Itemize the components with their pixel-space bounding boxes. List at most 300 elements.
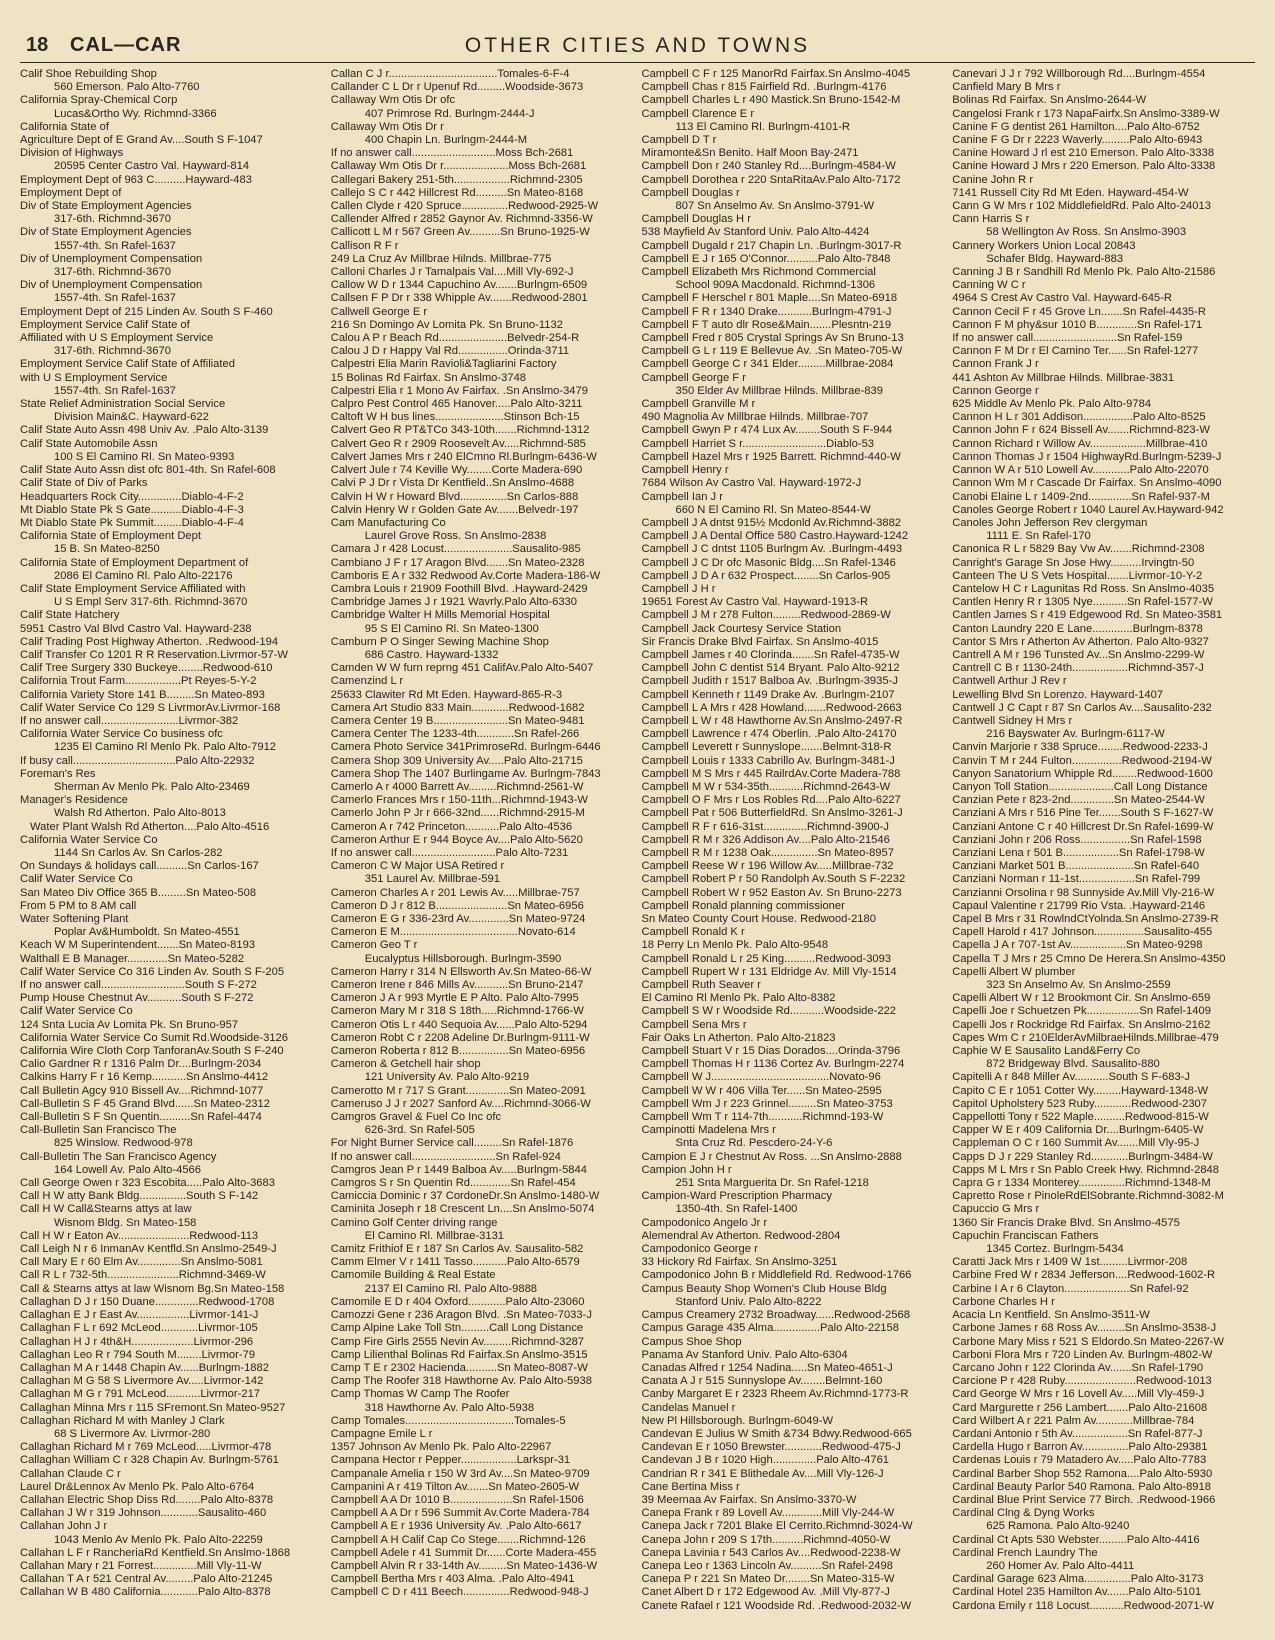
listing-entry: 2137 El Camino Rl. Palo Alto-9888 — [364, 1282, 538, 1295]
listing-entry: Foreman's Res — [20, 767, 96, 780]
listing-entry: Callison R F r — [330, 239, 399, 252]
listing-entry: 100 S El Camino Rl. Sn Mateo-9393 — [54, 450, 235, 463]
listing-entry: Canzianni Orsolina r 98 Sunnyside Av.Mill Vly-216-W — [952, 886, 1215, 899]
listing-entry: Call Bulletin Agcy 910 Bissell Av....Richmnd-1077 — [20, 1084, 264, 1097]
listing-entry: Campbell Kenneth r 1149 Drake Av. .Burlngm-2107 — [641, 688, 895, 701]
listing-entry: 216 Bayswater Av. Burlngm-6117-W — [986, 728, 1165, 741]
listing-entry: Campodonico Angelo Jr r — [641, 1216, 768, 1229]
listing-entry: Callan C J r...................................Tomales-6-F-4 — [330, 68, 570, 80]
listing-entry: Employment Service Calif State of — [20, 318, 190, 331]
listing-entry: California Water Service Co Sumit Rd.Woodside-3126 — [20, 1031, 288, 1044]
listing-entry: Snta Cruz Rd. Pescdero-24-Y-6 — [675, 1137, 833, 1150]
listing-entry: Div of State Employment Agencies — [20, 226, 192, 239]
listing-entry: Campbell Ruth Seaver r — [641, 979, 761, 992]
listing-entry: 1360 Sir Francis Drake Blvd. Sn Anslmo-4575 — [952, 1216, 1180, 1229]
listing-entry: Canobi Elaine L r 1409-2nd..............Sn Rafel-937-M — [952, 490, 1210, 503]
listing-entry: Capaul Valentine r 21799 Rio Vsta. .Hayward-2146 — [952, 899, 1206, 912]
listing-entry: Campbell Alvin R r 33-14th Av.........Sn Mateo-1436-W — [330, 1559, 598, 1572]
listing-entry: Canine John R r — [952, 173, 1034, 186]
listing-entry: Campbell Henry r — [641, 464, 729, 477]
listing-entry: U S Empl Serv 317-6th. Richmnd-3670 — [54, 596, 248, 609]
listing-entry: 872 Bridgeway Blvd. Sausalito-880 — [986, 1058, 1160, 1071]
listing-entry: Calloni Charles J r Tamalpais Val....Mill Vly-692-J — [330, 266, 574, 279]
listing-entry: Campbell George C r 341 Elder.........Millbrae-2084 — [641, 358, 894, 371]
listing-entry: Campana Hector r Pepper..................Larkspr-31 — [330, 1454, 571, 1467]
listing-entry: Call-Bulletin The San Francisco Agency — [20, 1150, 217, 1163]
listing-entry: Sherman Av Menlo Pk. Palo Alto-23469 — [54, 780, 250, 793]
listing-entry: 121 University Av. Palo Alto-9219 — [364, 1071, 530, 1084]
listing-entry: Campbell Lawrence r 474 Oberlin. .Palo Alto-24170 — [641, 728, 897, 741]
listing-entry: Mt Diablo State Pk S Gate..........Diablo-4-F-3 — [20, 503, 244, 516]
listing-entry: Mt Diablo State Pk Summit.........Diablo-4-F-4 — [20, 516, 244, 529]
listing-entry: Canoles John Jefferson Rev clergyman — [952, 516, 1148, 529]
listing-entry: 1557-4th. Sn Rafel-1637 — [54, 292, 176, 305]
listing-entry: Campanale Amelia r 150 W 3rd Av....Sn Mateo-9709 — [330, 1467, 590, 1480]
listing-entry: Campbell J C Dr ofc Masonic Bldg....Sn Rafel-1346 — [641, 556, 896, 569]
listing-entry: Camino Golf Center driving range — [330, 1216, 498, 1229]
listing-entry: Cambridge James J r 1921 Wavrly.Palo Alto-6330 — [330, 596, 577, 609]
listing-entry: Stanford Univ. Palo Alto-8222 — [675, 1295, 822, 1308]
listing-entry: Employment Dept of 215 Linden Av. South S F-460 — [20, 305, 273, 318]
listing-entry: Candevan E r 1050 Brewster............Redwood-475-J — [641, 1441, 901, 1454]
listing-entry: From 5 PM to 8 AM call — [20, 899, 137, 912]
listing-entry: Capretto Rose r PinoleRdElSobrante.Richmnd-3082-M — [952, 1190, 1224, 1203]
listing-entry: Campbell Robert P r 50 Randolph Av.South S F-2232 — [641, 873, 906, 886]
listing-entry: Camerlo Frances Mrs r 150-11th...Richmnd-1943-W — [330, 794, 588, 807]
listing-entry: Camozzi Gene r 236 Aragon Blvd. .Sn Mateo-7033-J — [330, 1309, 592, 1322]
listing-entry: Canziani Market 501 B......................Sn Rafel-640 — [952, 860, 1200, 873]
listing-entry: Calif State Auto Assn 498 Univ Av. .Palo Alto-3139 — [20, 424, 269, 437]
listing-entry: Campbell S W r Woodside Rd...........Woodside-222 — [641, 1005, 897, 1018]
listing-entry: Schafer Bldg. Hayward-883 — [986, 252, 1124, 265]
listing-entry: Camboris E A r 332 Redwood Av.Corte Madera-186-W — [330, 569, 601, 582]
listing-entry: Campbell J M r 278 Fulton.........Redwood-2869-W — [641, 609, 891, 622]
listing-entry: Callaghan Minna Mrs r 115 SFremont.Sn Mateo-9527 — [20, 1401, 286, 1414]
listing-entry: 626-3rd. Sn Rafel-505 — [364, 1124, 475, 1137]
listing-entry: Laurel Dr&Lennox Av Menlo Pk. Palo Alto-6764 — [20, 1480, 255, 1493]
listing-entry: Div of State Employment Agencies — [20, 200, 192, 213]
listing-entry: Calio Gardner R r 1316 Palm Dr....Burlngm-2034 — [20, 1058, 262, 1071]
listing-entry: Callahan W B 480 California............Palo Alto-8378 — [20, 1586, 271, 1599]
listing-entry: 124 Snta Lucia Av Lomita Pk. Sn Bruno-957 — [20, 1018, 239, 1031]
listing-entry: Calif Water Service Co 316 Linden Av. South S F-205 — [20, 965, 285, 978]
listing-entry: Cardinal French Laundry The — [952, 1546, 1098, 1559]
listing-entry: Camp Thomas W Camp The Roofer — [330, 1388, 510, 1401]
listing-entry: Cam Manufacturing Co — [330, 516, 446, 529]
listing-entry: Cameron Harry r 314 N Ellsworth Av.Sn Mateo-66-W — [330, 965, 592, 978]
listing-entry: with U S Employment Service — [20, 371, 168, 384]
listing-entry: 58 Wellington Av Ross. Sn Anslmo-3903 — [986, 226, 1187, 239]
page-number: 18 — [26, 34, 49, 56]
listing-entry: Camomile E D r 404 Oxford............Palo Alto-23060 — [330, 1295, 585, 1308]
listing-entry: Campbell Wm J r 223 Grinnel.........Sn Mateo-3753 — [641, 1097, 893, 1110]
listing-entry: Canziani Norman r 11-1st..................Sn Rafel-799 — [952, 873, 1201, 886]
listing-entry: 251 Snta Marguerita Dr. Sn Rafel-1218 — [675, 1177, 869, 1190]
listing-entry: Capitol Upholstery 523 Ruby............Redwood-2307 — [952, 1097, 1208, 1110]
listing-entry: Campbell Fred r 805 Crystal Springs Av Sn Bruno-13 — [641, 332, 904, 345]
listing-entry: Cannon F M phy&sur 1010 B.............Sn Rafel-171 — [952, 318, 1203, 331]
listing-entry: Callahan J W r 319 Johnson............Sausalito-460 — [20, 1507, 267, 1520]
listing-entry: Callsen F P Dr r 338 Whipple Av.......Redwood-2801 — [330, 292, 588, 305]
listing-entry: Campbell John C dentist 514 Bryant. Palo Alto-9212 — [641, 662, 900, 675]
listing-entry: Callahan Mary r 21 Forrest..............Mill Vly-11-W — [20, 1559, 262, 1572]
listing-entry: Canepa Lavinia r 543 Carlos Av....Redwood-2238-W — [641, 1546, 901, 1559]
listing-entry: Panama Av Stanford Univ. Palo Alto-6304 — [641, 1348, 848, 1361]
listing-entry: Camp Alpine Lake Toll Stn.........Call Long Distance — [330, 1322, 584, 1335]
listing-entry: 825 Winslow. Redwood-978 — [54, 1137, 193, 1150]
listing-entry: Cantelow H C r Lagunitas Rd Ross. Sn Anslmo-4035 — [952, 582, 1215, 595]
listing-entry: California Trout Farm..................Pt Reyes-5-Y-2 — [20, 675, 257, 688]
listing-entry: Miramonte&Sn Benito. Half Moon Bay-2471 — [641, 147, 859, 160]
listing-entry: Callow W D r 1344 Capuchino Av.......Burlngm-6509 — [330, 279, 588, 292]
listing-entry: Callaghan Leo R r 794 South M........Livrmor-79 — [20, 1348, 256, 1361]
listing-entry: Callaghan M G 58 S Livermore Av.....Livrmor-142 — [20, 1375, 264, 1388]
listing-entry: Callegari Bakery 251-5th..................Richmnd-2305 — [330, 173, 583, 186]
listing-entry: Canteen The U S Vets Hospital.......Livrmor-10-Y-2 — [952, 569, 1203, 582]
listing-entry: 625 Middle Av Menlo Pk. Palo Alto-9784 — [952, 398, 1152, 411]
listing-entry: Campbell Judith r 1517 Balboa Av. .Burlngm-3935-J — [641, 675, 898, 688]
listing-entry: 490 Magnolia Av Millbrae Hilnds. Millbrae-707 — [641, 411, 869, 424]
listing-entry: 317-6th. Richmnd-3670 — [54, 345, 171, 358]
listing-entry: Canzian Pete r 823-2nd..............Sn Mateo-2544-W — [952, 794, 1205, 807]
listing-entry: Campbell J D A r 632 Prospect........Sn Carlos-905 — [641, 569, 891, 582]
listing-entry: Call Leigh N r 6 InmanAv Kentfld.Sn Anslmo-2549-J — [20, 1243, 277, 1256]
listing-entry: Cameron C W Major USA Retired r — [330, 860, 505, 873]
listing-entry: Camerotto M r 717 S Grant..............Sn Mateo-2091 — [330, 1084, 586, 1097]
listing-entry: Div of Unemployment Compensation — [20, 252, 203, 265]
listing-entry: Sir Francis Drake Blvd Fairfax. Sn Anslmo-4015 — [641, 635, 879, 648]
listing-entry: Walthall E B Manager.............Sn Mateo-5282 — [20, 952, 245, 965]
listing-entry: Caphie W E Sausalito Land&Ferry Co — [952, 1045, 1141, 1058]
listing-entry: 5951 Castro Val Blvd Castro Val. Hayward-238 — [20, 622, 252, 635]
listing-entry: School 909A Macdonald. Richmnd-1306 — [675, 279, 876, 292]
listing-entry: 407 Primrose Rd. Burlngm-2444-J — [364, 107, 535, 120]
listing-entry: Camgros Gravel & Fuel Co Inc ofc — [330, 1111, 502, 1124]
listing-entry: 560 Emerson. Palo Alto-7760 — [54, 81, 200, 94]
listing-entry: For Night Burner Service call.........Sn Rafel-1876 — [330, 1137, 574, 1150]
listing-entry: Cantrell A M r 196 Tunsted Av...Sn Anslmo-2299-W — [952, 648, 1205, 661]
listing-entry: Callaway Wm Otis Dr r.....................Moss Bch-2681 — [330, 160, 587, 173]
listing-entry: Canine Howard J Mrs r 220 Emerson. Palo Alto-3338 — [952, 160, 1216, 173]
listing-entry: 1345 Cortez. Burlngm-5434 — [986, 1243, 1124, 1256]
listing-entry: Canepa Leo r 1363 Lincoln Av..........Sn Rafel-2498 — [641, 1559, 893, 1572]
listing-entry: Capelli Albert W plumber — [952, 965, 1076, 978]
listing-entry: Call H W Call&Stearns attys at law — [20, 1203, 192, 1216]
listing-entry: Calif Trading Post Highway Atherton. .Redwood-194 — [20, 635, 279, 648]
column-4 — [952, 68, 1255, 1633]
listing-entry: Camp Fire Girls 2555 Nevin Av.........Richmnd-3287 — [330, 1335, 585, 1348]
listing-entry: Calif Tree Surgery 330 Buckeye........Redwood-610 — [20, 662, 273, 675]
listing-entry: Cameron D J r 812 B.......................Sn Mateo-6956 — [330, 899, 584, 912]
listing-entry: Calvert Geo R PT&TCo 343-10th.......Richmnd-1312 — [330, 424, 590, 437]
column-1 — [20, 68, 323, 1633]
listing-entry: Campion E J r Chestnut Av Ross. ...Sn Anslmo-2888 — [641, 1150, 902, 1163]
listing-entry: Calpestri Elia Marin Ravioli&Tagliarini Factory — [330, 358, 557, 371]
listing-entry: Callahan Electric Shop Diss Rd........Palo Alto-8378 — [20, 1493, 274, 1506]
listing-entry: Water Softening Plant — [20, 913, 129, 925]
listing-entry: California Water Service Co — [20, 833, 158, 846]
listing-entry: 1350-4th. Sn Rafel-1400 — [675, 1203, 798, 1216]
listing-entry: 33 Hickory Rd Fairfax. Sn Anslmo-3251 — [641, 1256, 838, 1269]
listing-entry: Campbell Hazel Mrs r 1925 Barrett. Richmnd-440-W — [641, 450, 901, 463]
listing-entry: Cardinal Blue Print Service 77 Birch. .Redwood-1966 — [952, 1493, 1216, 1506]
listing-entry: Canepa Frank r 89 Lovell Av.............Mill Vly-244-W — [641, 1507, 895, 1520]
listing-entry: Campodonico John B r Middlefield Rd. Redwood-1766 — [641, 1269, 912, 1282]
listing-entry: 15 B. Sn Mateo-8250 — [54, 543, 160, 556]
listing-entry: 1557-4th. Sn Rafel-1637 — [54, 384, 176, 397]
listing-entry: Canby Margaret E r 2323 Rheem Av.Richmnd-1773-R — [641, 1388, 909, 1401]
listing-entry: Cameron Irene r 846 Mills Av...........Sn Bruno-2147 — [330, 979, 584, 992]
listing-entry: Campbell Bertha Mrs r 403 Alma. .Palo Alto-4941 — [330, 1573, 575, 1586]
listing-entry: Cameron Otis L r 440 Sequoia Av......Palo Alto-5294 — [330, 1018, 588, 1031]
listing-entry: Canyon Sanatorium Whipple Rd........Redwood-1600 — [952, 767, 1213, 780]
listing-entry: Campbell Pat r 506 ButterfieldRd. Sn Anslmo-3261-J — [641, 807, 903, 820]
listing-entry: Cannery Workers Union Local 20843 — [952, 239, 1136, 252]
listing-entry: Camp T E r 2302 Hacienda..........Sn Mateo-8087-W — [330, 1361, 588, 1374]
listing-entry: 216 Sn Domingo Av Lomita Pk. Sn Bruno-1132 — [330, 318, 563, 331]
listing-entry: Campbell Ronald K r — [641, 926, 745, 939]
listing-entry: Candelas Manuel r — [641, 1401, 736, 1414]
listing-entry: California Spray-Chemical Corp — [20, 94, 178, 107]
listing-entry: 18 Perry Ln Menlo Pk. Palo Alto-9548 — [641, 939, 829, 952]
listing-entry: Callaghan M A r 1448 Chapin Av......Burlngm-1882 — [20, 1361, 269, 1374]
listing-entry: Cardinal Garage 623 Alma...............Palo Alto-3173 — [952, 1573, 1204, 1586]
listing-entry: 323 Sn Anselmo Av. Sn Anslmo-2559 — [986, 979, 1171, 992]
listing-entry: Camerlo A r 4000 Barrett Av.........Richmnd-2561-W — [330, 780, 584, 793]
listing-entry: If no answer call...........................Palo Alto-7231 — [330, 846, 569, 859]
listing-entry: Camgros S r Sn Quentin Rd.............Sn Rafel-454 — [330, 1177, 576, 1190]
listing-entry: Campbell Douglas H r — [641, 213, 751, 226]
listing-entry: Calif Shoe Rebuilding Shop — [20, 68, 157, 80]
listing-entry: Campus Garage 435 Alma...............Palo Alto-22158 — [641, 1322, 899, 1335]
listing-entry: Canine Howard J rl est 210 Emerson. Palo Alto-3338 — [952, 147, 1215, 160]
section-label: CAL—CAR — [70, 34, 182, 56]
listing-entry: 7684 Wilson Av Castro Val. Hayward-1972-J — [641, 477, 862, 490]
listing-entry: Walsh Rd Atherton. Palo Alto-8013 — [54, 807, 226, 820]
listing-entry: Cantwell Arthur J Rev r — [952, 675, 1067, 688]
listing-entry: Campbell Jack Courtesy Service Station — [641, 622, 842, 635]
listing-entry: California Wire Cloth Corp TanforanAv.South S F-240 — [20, 1045, 284, 1058]
listing-entry: Cameron Roberta r 812 B................Sn Mateo-6956 — [330, 1045, 586, 1058]
listing-entry: Calif Water Service Co — [20, 873, 133, 886]
listing-entry: Call-Bulletin San Francisco The — [20, 1124, 177, 1137]
listing-entry: 538 Mayfield Av Stanford Univ. Palo Alto-4424 — [641, 226, 870, 239]
listing-entry: 351 Laurel Av. Millbrae-591 — [364, 873, 500, 886]
listing-entry: Canvin T M r 244 Fulton................Redwood-2194-W — [952, 754, 1212, 767]
listing-entry: Employment Dept of 963 C..........Hayward-483 — [20, 173, 252, 186]
page-title: OTHER CITIES AND TOWNS — [464, 34, 811, 57]
listing-entry: Carbine Fred W r 2834 Jefferson....Redwood-1602-R — [952, 1269, 1216, 1282]
listing-entry: Card George W Mrs r 16 Lovell Av.....Mill Vly-459-J — [952, 1388, 1205, 1401]
listing-entry: Cameron E M......................................Novato-614 — [330, 926, 576, 939]
listing-entry: Alemendral Av Atherton. Redwood-2804 — [641, 1229, 841, 1242]
listing-entry: Campbell A H Calif Cap Co Stege.......Richmnd-126 — [330, 1533, 586, 1546]
listing-entry: Campbell R F r 616-31st..............Richmnd-3900-J — [641, 820, 889, 833]
listing-entry: Calif State Hatchery — [20, 609, 120, 622]
listing-entry: 19651 Forest Av Castro Val. Hayward-1913-R — [641, 596, 869, 609]
listing-entry: Campbell Adele r 41 Summit Dr......Corte Madera-455 — [330, 1546, 597, 1559]
listing-entry: Div of Unemployment Compensation — [20, 279, 203, 292]
listing-entry: Acacia Ln Kentfield. Sn Anslmo-3511-W — [952, 1309, 1150, 1322]
listing-entry: Canet Albert D r 172 Edgewood Av. .Mill Vly-877-J — [641, 1586, 890, 1599]
listing-entry: Calvin Henry W r Golden Gate Av.......Belvedr-197 — [330, 503, 579, 516]
listing-entry: 164 Lowell Av. Palo Alto-4566 — [54, 1163, 201, 1176]
listing-entry: Callwell George E r — [330, 305, 428, 318]
listing-entry: Campbell F Herschel r 801 Maple....Sn Mateo-6918 — [641, 292, 898, 305]
listing-entry: If no answer call.........................Livrmor-382 — [20, 714, 239, 727]
listing-entry: Canepa John r 209 S 17th..........Richmnd-4050-W — [641, 1533, 891, 1546]
listing-entry: 317-6th. Richmnd-3670 — [54, 213, 171, 226]
listing-entry: Campus Beauty Shop Women's Club House Bldg — [641, 1282, 887, 1295]
listing-entry: Canyon Toll Station.....................Call Long Distance — [952, 780, 1208, 793]
listing-entry: Campbell C D r 411 Beech...............Redwood-948-J — [330, 1586, 589, 1599]
listing-entry: Cambiano J F r 17 Aragon Blvd.......Sn Mateo-2328 — [330, 556, 585, 569]
listing-entry: Calif State Automobile Assn — [20, 437, 158, 450]
listing-entry: Capella T J Mrs r 25 Cmno De Herera.Sn Anslmo-4350 — [952, 952, 1226, 965]
listing-entry: Campbell Ian J r — [641, 490, 723, 503]
listing-entry: Manager's Residence — [20, 794, 128, 807]
listing-entry: Canoles George Robert r 1040 Laurel Av.Hayward-942 — [952, 503, 1224, 516]
listing-entry: Campbell Clarence E r — [641, 107, 755, 120]
listing-entry: Campbell A E r 1936 University Av. .Palo Alto-6617 — [330, 1520, 582, 1533]
listing-entry: Callaway Wm Otis Dr r — [330, 120, 444, 133]
listing-entry: 1144 Sn Carlos Av. Sn Carlos-282 — [54, 846, 223, 859]
listing-entry: Calvert Jule r 74 Keville Wy........Corte Madera-690 — [330, 464, 583, 477]
listing-entry: Canziani John r 206 Ross................Sn Rafel-1598 — [952, 833, 1202, 846]
listing-entry: Campbell Louis r 1333 Cabrillo Av. Burlngm-3481-J — [641, 754, 895, 767]
listing-entry: Canadas Alfred r 1254 Nadina.....Sn Mateo-4651-J — [641, 1361, 893, 1374]
listing-entry: Campbell Robert W r 952 Easton Av. Sn Bruno-2273 — [641, 886, 902, 899]
listing-entry: Campbell M S Mrs r 445 RailrdAv.Corte Madera-788 — [641, 767, 901, 780]
listing-entry: 318 Hawthorne Av. Palo Alto-5938 — [364, 1401, 535, 1414]
listing-entry: Camitz Frithiof E r 187 Sn Carlos Av. Sausalito-582 — [330, 1243, 584, 1256]
listing-entry: Cameron Charles A r 201 Lewis Av.....Millbrae-757 — [330, 886, 580, 899]
listing-entry: Camara J r 428 Locust......................Sausalito-985 — [330, 543, 581, 556]
listing-entry: If busy call.................................Palo Alto-22932 — [20, 754, 255, 767]
listing-entry: Card Margurette r 256 Lambert.......Palo Alto-21608 — [952, 1401, 1208, 1414]
listing-entry: 68 S Livermore Av. Livrmor-280 — [54, 1427, 211, 1440]
listing-entry: Canning W C r — [952, 279, 1026, 292]
listing-entry: 625 Ramona. Palo Alto-9240 — [986, 1520, 1130, 1533]
listing-entry: Cannon Frank J r — [952, 358, 1039, 371]
listing-entry: Campbell Stuart V r 15 Dias Dorados....Orinda-3796 — [641, 1045, 901, 1058]
listing-entry: Campus Shoe Shop — [641, 1335, 742, 1348]
listing-entry: Camp The Roofer 318 Hawthorne Av. Palo Alto-5938 — [330, 1375, 592, 1388]
listing-entry: 686 Castro. Hayward-1332 — [364, 648, 499, 661]
listing-entry: New Pl Hillsborough. Burlngm-6049-W — [641, 1414, 834, 1427]
listing-entry: Canata A J r 515 Sunnyslope Av........Belmnt-160 — [641, 1375, 883, 1388]
listing-entry: Calif Transfer Co 1201 R R Reservation.Livrmor-57-W — [20, 648, 288, 661]
listing-entry: 2086 El Camino Rl. Palo Alto-22176 — [54, 569, 233, 582]
listing-entry: Capelli Albert W r 12 Brookmont Cir. Sn Anslmo-659 — [952, 992, 1211, 1005]
listing-entry: Campbell A A Dr r 596 Summit Av.Corte Madera-784 — [330, 1507, 590, 1520]
listing-entry: Cambra Louis r 21909 Foothill Blvd. .Hayward-2429 — [330, 582, 588, 595]
column-2 — [331, 68, 634, 1633]
listing-entry: Lewelling Blvd Sn Lorenzo. Hayward-1407 — [952, 688, 1164, 701]
listing-entry: Eucalyptus Hillsborough. Burlngm-3590 — [364, 952, 562, 965]
listing-entry: Campbell L A Mrs r 428 Howland.......Redwood-2663 — [641, 701, 902, 714]
listing-entry: Cannon Wm M r Cascade Dr Fairfax. Sn Anslmo-4090 — [952, 477, 1222, 490]
listing-entry: Capra G r 1334 Monterey...............Richmnd-1348-M — [952, 1177, 1211, 1190]
listing-entry: Cardinal Beauty Parlor 540 Ramona. Palo Alto-8918 — [952, 1480, 1211, 1493]
listing-entry: Camp Tomales...................................Tomales-5 — [330, 1414, 566, 1427]
listing-entry: Calvi P J Dr r Vista Dr Kentfield..Sn Anslmo-4688 — [330, 477, 575, 490]
listing-entry: Camera Shop The 1407 Burlingame Av. Burlngm-7843 — [330, 767, 601, 780]
listing-entry: Canright's Garage Sn Jose Hwy..........Irvingtn-50 — [952, 556, 1195, 569]
listing-entry: 95 S El Camino Rl. Sn Mateo-1300 — [364, 622, 539, 635]
listing-entry: Callahan Claude C r — [20, 1467, 121, 1480]
listing-entry: 1235 El Camino Rl Menlo Pk. Palo Alto-7912 — [54, 741, 277, 754]
listing-entry: 1557-4th. Sn Rafel-1637 — [54, 239, 176, 252]
listing-entry: Capes Wm C r 210ElderAvMilbraeHilnds.Millbrae-479 — [952, 1031, 1219, 1044]
listing-entry: Cameron E G r 336-23rd Av.............Sn Mateo-9724 — [330, 913, 586, 925]
listing-entry: Callander C L Dr r Upenuf Rd.........Woodside-3673 — [330, 81, 584, 94]
listing-entry: Candevan J B r 1020 High..............Palo Alto-4761 — [641, 1454, 890, 1467]
listing-entry: Cameron Geo T r — [330, 939, 418, 952]
listing-entry: Lucas&Ortho Wy. Richmnd-3366 — [54, 107, 217, 120]
listing-entry: Campagne Emile L r — [330, 1427, 433, 1440]
listing-entry: Capell Harold r 417 Johnson................Sausalito-455 — [952, 926, 1213, 939]
listing-entry: Campbell F R r 1340 Drake...........Burlngm-4791-J — [641, 305, 892, 318]
listing-entry: Poplar Av&Humboldt. Sn Mateo-4551 — [54, 926, 240, 939]
listing-entry: Canete Rafael r 121 Woodside Rd. .Redwood-2032-W — [641, 1599, 912, 1612]
listing-entry: 15 Bolinas Rd Fairfax. Sn Anslmo-3748 — [330, 371, 527, 384]
listing-entry: Campbell Charles L r 490 Mastick.Sn Bruno-1542-M — [641, 94, 901, 107]
listing-entry: Carcano John r 122 Clorinda Av.......Sn Rafel-1790 — [952, 1361, 1204, 1374]
listing-entry: California State of Employment Department of — [20, 556, 249, 569]
listing-entry: Callaghan Richard M r 769 McLeod.....Livrmor-478 — [20, 1441, 272, 1454]
listing-entry: Callaghan E J r East Av.................Livrmor-141-J — [20, 1309, 259, 1322]
listing-entry: Cardinal Barber Shop 552 Ramona....Palo Alto-5930 — [952, 1467, 1213, 1480]
listing-entry: Calpro Pest Control 465 Hanover.....Palo Alto-3211 — [330, 398, 583, 411]
listing-entry: Campbell Dugald r 217 Chapin Ln. .Burlngm-3017-R — [641, 239, 902, 252]
listing-entry: Cantwell Sidney H Mrs r — [952, 714, 1073, 727]
listing-entry: Cannon John F r 624 Bissell Av.......Richmnd-823-W — [952, 424, 1210, 437]
listing-entry: El Camino Rl Menlo Pk. Palo Alto-8382 — [641, 992, 836, 1005]
listing-entry: Callaghan D J r 150 Duane..............Redwood-1708 — [20, 1295, 275, 1308]
listing-entry: 317-6th. Richmnd-3670 — [54, 266, 171, 279]
listing-entry: Camden W W furn reprng 451 CalifAv.Palo Alto-5407 — [330, 662, 594, 675]
listing-entry: Sn Mateo County Court House. Redwood-2180 — [641, 913, 876, 925]
listing-entry: If no answer call...........................Moss Bch-2681 — [330, 147, 574, 160]
listing-entry: Campbell Ronald L r 25 King..........Redwood-3093 — [641, 952, 892, 965]
listing-entry: Capps M L Mrs r Sn Pablo Creek Hwy. Richmnd-2848 — [952, 1163, 1219, 1176]
listing-entry: Campbell J A Dental Office 580 Castro.Hayward-1242 — [641, 530, 909, 543]
listing-entry: Carbone James r 68 Ross Av.........Sn Anslmo-3538-J — [952, 1322, 1217, 1335]
listing-entry: Employment Service Calif State of Affiliated — [20, 358, 235, 371]
listing-entry: Cannon Thomas J r 1504 HighwayRd.Burlngm-5239-J — [952, 450, 1222, 463]
listing-entry: Campbell J C dntst 1105 Burlngm Av. .Burlngm-4493 — [641, 543, 903, 556]
listing-entry: Cann G W Mrs r 102 MiddlefieldRd. Palo Alto-24013 — [952, 200, 1211, 213]
listing-entry: Canning J B r Sandhill Rd Menlo Pk. Palo Alto-21586 — [952, 266, 1216, 279]
listing-entry: Cameron Mary M r 318 S 18th.....Richmnd-1766-W — [330, 1005, 584, 1018]
listing-entry: Water Plant Walsh Rd Atherton....Palo Alto-4516 — [30, 820, 270, 833]
listing-entry: Callaghan F L r 692 McLeod............Livrmor-105 — [20, 1322, 258, 1335]
listing-entry: Division of Highways — [20, 147, 124, 160]
listing-entry: Camera Photo Service 341PrimroseRd. Burlngm-6446 — [330, 741, 601, 754]
listing-entry: California State of Employment Dept — [20, 530, 201, 543]
page-header — [20, 34, 1255, 63]
listing-entry: Campus Creamery 2732 Broadway......Redwood-2568 — [641, 1309, 910, 1322]
listing-entry: Callejo S C r 442 Hillcrest Rd..........Sn Mateo-8168 — [330, 186, 584, 199]
listing-entry: Cardenas Louis r 79 Matadero Av.....Palo Alto-7783 — [952, 1454, 1207, 1467]
listing-entry: 260 Homer Av. Palo Alto-4411 — [986, 1559, 1135, 1572]
listing-entry: Cantwell J C Capt r 87 Sn Carlos Av....Sausalito-232 — [952, 701, 1212, 714]
listing-entry: Cardani Antonio r 5th Av..................Sn Rafel-877-J — [952, 1427, 1203, 1440]
listing-entry: 441 Ashton Av Millbrae Hilnds. Millbrae-3831 — [952, 371, 1175, 384]
listing-entry: Campbell Don r 240 Stanley Rd....Burlngm-4584-W — [641, 160, 896, 173]
listing-entry: Cantrell C B r 1130-24th..................Richmnd-357-J — [952, 662, 1204, 675]
